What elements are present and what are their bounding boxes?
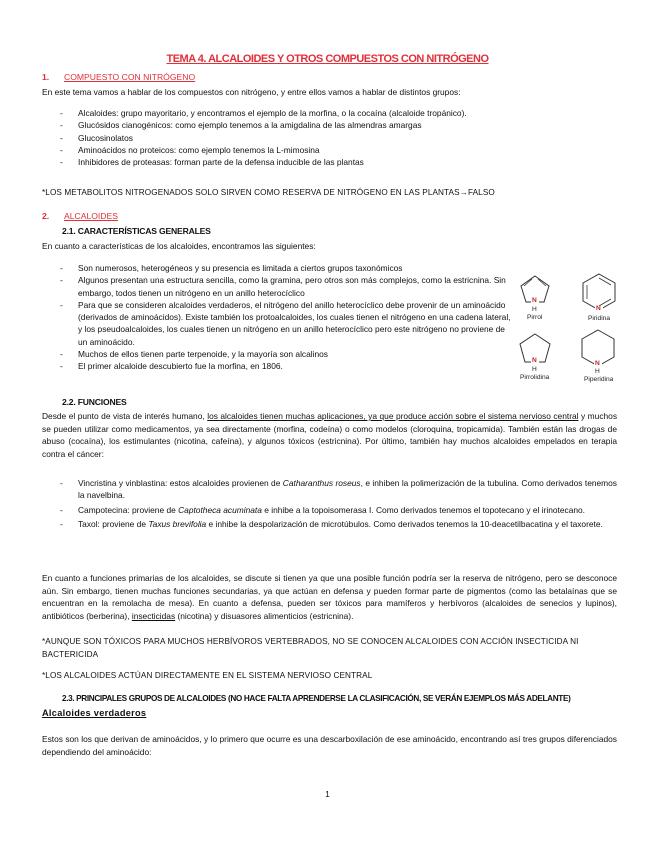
section-1-list [42, 107, 562, 168]
list-item: - Muchos de ellos tienen parte terpenoide, y la mayoría son alcalinos [60, 349, 328, 360]
subsection-2-2-heading: 2.2. FUNCIONES [62, 397, 127, 407]
section-1-number: 1. [42, 72, 50, 82]
pyrrolidine-nitrogen: N [532, 357, 537, 364]
pyridine-structure [576, 270, 622, 328]
list-item: - Aminoácidos no proteicos: como ejemplo tenemos la L-mimosina [60, 144, 320, 155]
section-1-heading [42, 72, 195, 82]
page-number: 1 [325, 789, 330, 799]
pyrrolidine-structure [510, 330, 560, 390]
underlined-word: insecticidas [131, 610, 176, 621]
pyrrole-nitrogen: N [532, 297, 537, 304]
pyridine-nitrogen: N [596, 305, 601, 312]
true-alkaloids-paragraph: Estos son los que derivan de aminoácidos, y lo primero que ocurre es una descarboxilación de ese aminoácido, encontrando así tres grupos diferenciados dependiendo del aminoácido: [42, 734, 617, 757]
list-item: - Son numerosos, heterogéneos y su presencia es limitada a ciertos grupos taxonómicos [60, 263, 403, 273]
false-arrow-marker: →FALSO [459, 188, 495, 197]
section-2-number: 2. [42, 211, 50, 221]
document-title: TEMA 4. ALCALOIDES Y OTROS COMPUESTOS CON NITRÓGENO [166, 53, 489, 65]
list-item: - Glucósidos cianogénicos: como ejemplo tenemos a la amigdalina de las almendras amargas [60, 120, 422, 131]
section-1-intro: En este tema vamos a hablar de los compuestos con nitrógeno, y entre ellos vamos a hablar de distintos grupos: [42, 87, 461, 97]
functions-paragraph-1: Desde el punto de vista de interés humano, los alcaloides tienen muchas aplicaciones, ya que produce acción sobre el sistema nervioso central y muchos se pueden utilizar como medicamentos, ya sea directamente (morfina, codeína) o como modelos (cloroquina, tropicamida). También están las drogas de abuso (cocaína), los estimulantes (nicotina, cafeína), y algunos tóxicos (estricnina). Por último, también hay muchos alcaloides empelados en terapia contra el cáncer: [42, 411, 618, 459]
characteristics-list [42, 262, 512, 373]
section-2-heading [42, 211, 118, 221]
section-1-title: COMPUESTO CON NITRÓGENO [64, 72, 196, 82]
section-1-note: *LOS METABOLITOS NITROGENADOS SOLO SIRVEN COMO RESERVA DE NITRÓGENO EN LAS PLANTAS→FALSO [42, 188, 495, 197]
piperidine-label: Piperidina [584, 376, 614, 383]
list-item: - Glucosinolatos [60, 132, 133, 143]
list-item: - Campotecina: proviene de Captotheca acuminata e inhibe a la topoisomerasa I. Como derivados tenemos el topotecano y el irinotecano. [60, 504, 586, 515]
list-item: - Vincristina y vinblastina: estos alcaloides provienen de Catharanthus roseus, e inhiben la polimerización de la tubulina. Como derivados tenemos la navelbina. [60, 478, 617, 501]
subsection-2-1-heading: 2.1. CARACTERÍSTICAS GENERALES [62, 226, 211, 236]
pyrrole-label: Pirrol [527, 314, 543, 321]
subsection-2-3-heading: 2.3. PRINCIPALES GRUPOS DE ALCALOIDES (NO HACE FALTA APRENDERSE LA CLASIFICACIÓN, SE VERÁN EJEMPLOS MÁS ADELANTE) [62, 694, 571, 703]
subsection-2-1-intro: En cuanto a características de los alcaloides, encontramos las siguientes: [42, 241, 316, 251]
cancer-therapy-list [42, 477, 617, 530]
functions-note-2: *LOS ALCALOIDES ACTÚAN DIRECTAMENTE EN EL SISTEMA NERVIOSO CENTRAL [42, 671, 373, 680]
list-item: - Alcaloides: grupo mayoritario, y encontramos el ejemplo de la morfina, o la cocaína (alcaloide tropánico). [60, 108, 467, 118]
list-item: - Para que se consideren alcaloides verdaderos, el nitrógeno del anillo heterocíclico debe provenir de un aminoácido (derivados de aminoácidos). Existe también los protoalcaloides, los cuales tienen el nitrógeno en una cadena lateral, y los pseudoalcaloides, los cuales tienen un nitrógeno en un anillo heterocíclico pero este nitrógeno no proviene de un aminoácido. [60, 299, 511, 347]
true-alkaloids-heading: Alcaloides verdaderos [42, 708, 147, 718]
piperidine-nitrogen: N [595, 360, 600, 367]
piperidine-hydrogen: H [595, 368, 600, 375]
pyrrolidine-ring-icon [510, 330, 560, 370]
pyrrole-hydrogen: H [532, 306, 537, 313]
list-item: - Algunos presentan una estructura sencilla, como la gramina, pero otros son más complejos, como la estricnina. Sin embargo, todos tienen un nitrógeno en un anillo heterocíclico [60, 275, 506, 298]
pyrrole-ring-icon [513, 270, 557, 310]
list-item: - El primer alcaloide descubierto fue la morfina, en 1806. [60, 361, 283, 372]
list-item: - Taxol: proviene de Taxus brevifolia e inhibe la despolarización de microtúbulos. Como derivados tenemos la 10-deacetilbacatina y el taxorete. [60, 518, 603, 529]
pyrrole-structure [513, 270, 557, 328]
section-2-title: ALCALOIDES [64, 211, 118, 221]
pyrrolidine-hydrogen: H [532, 366, 537, 373]
piperidine-structure [572, 326, 624, 390]
pyrrolidine-label: Pirrolidina [520, 374, 550, 381]
functions-paragraph-2: En cuanto a funciones primarias de los alcaloides, se discute si tienen ya que una posible función podría ser la reserva de nitrógeno, pero se desconoce aún. Sin embargo, tienen muchas funciones secundarias, ya que actúan en defensa y pueden formar parte de pigmentos (como las betalaínas que se encuentran en la remolacha de mesa). En cuanto a defensa, pueden ser tóxicos para mamíferos y herbívoros (alcaloides de senecios y lupinos), antibióticos (berberina), insecticidas (nicotina) y disuasores alimenticios (estricnina). [42, 573, 617, 621]
underlined-phrase: los alcaloides tienen muchas aplicaciones, ya que produce acción sobre el sistema nervioso central [207, 411, 579, 421]
functions-note-1: *AUNQUE SON TÓXICOS PARA MUCHOS HERBÍVOROS VERTEBRADOS, NO SE CONOCEN ALCALOIDES CON ACCIÓN INSECTICIDA NI BACTERICIDA [42, 637, 579, 659]
pyridine-label: Piridina [588, 315, 610, 322]
list-item: - Inhibidores de proteasas: forman parte de la defensa inducible de las plantas [60, 157, 364, 168]
